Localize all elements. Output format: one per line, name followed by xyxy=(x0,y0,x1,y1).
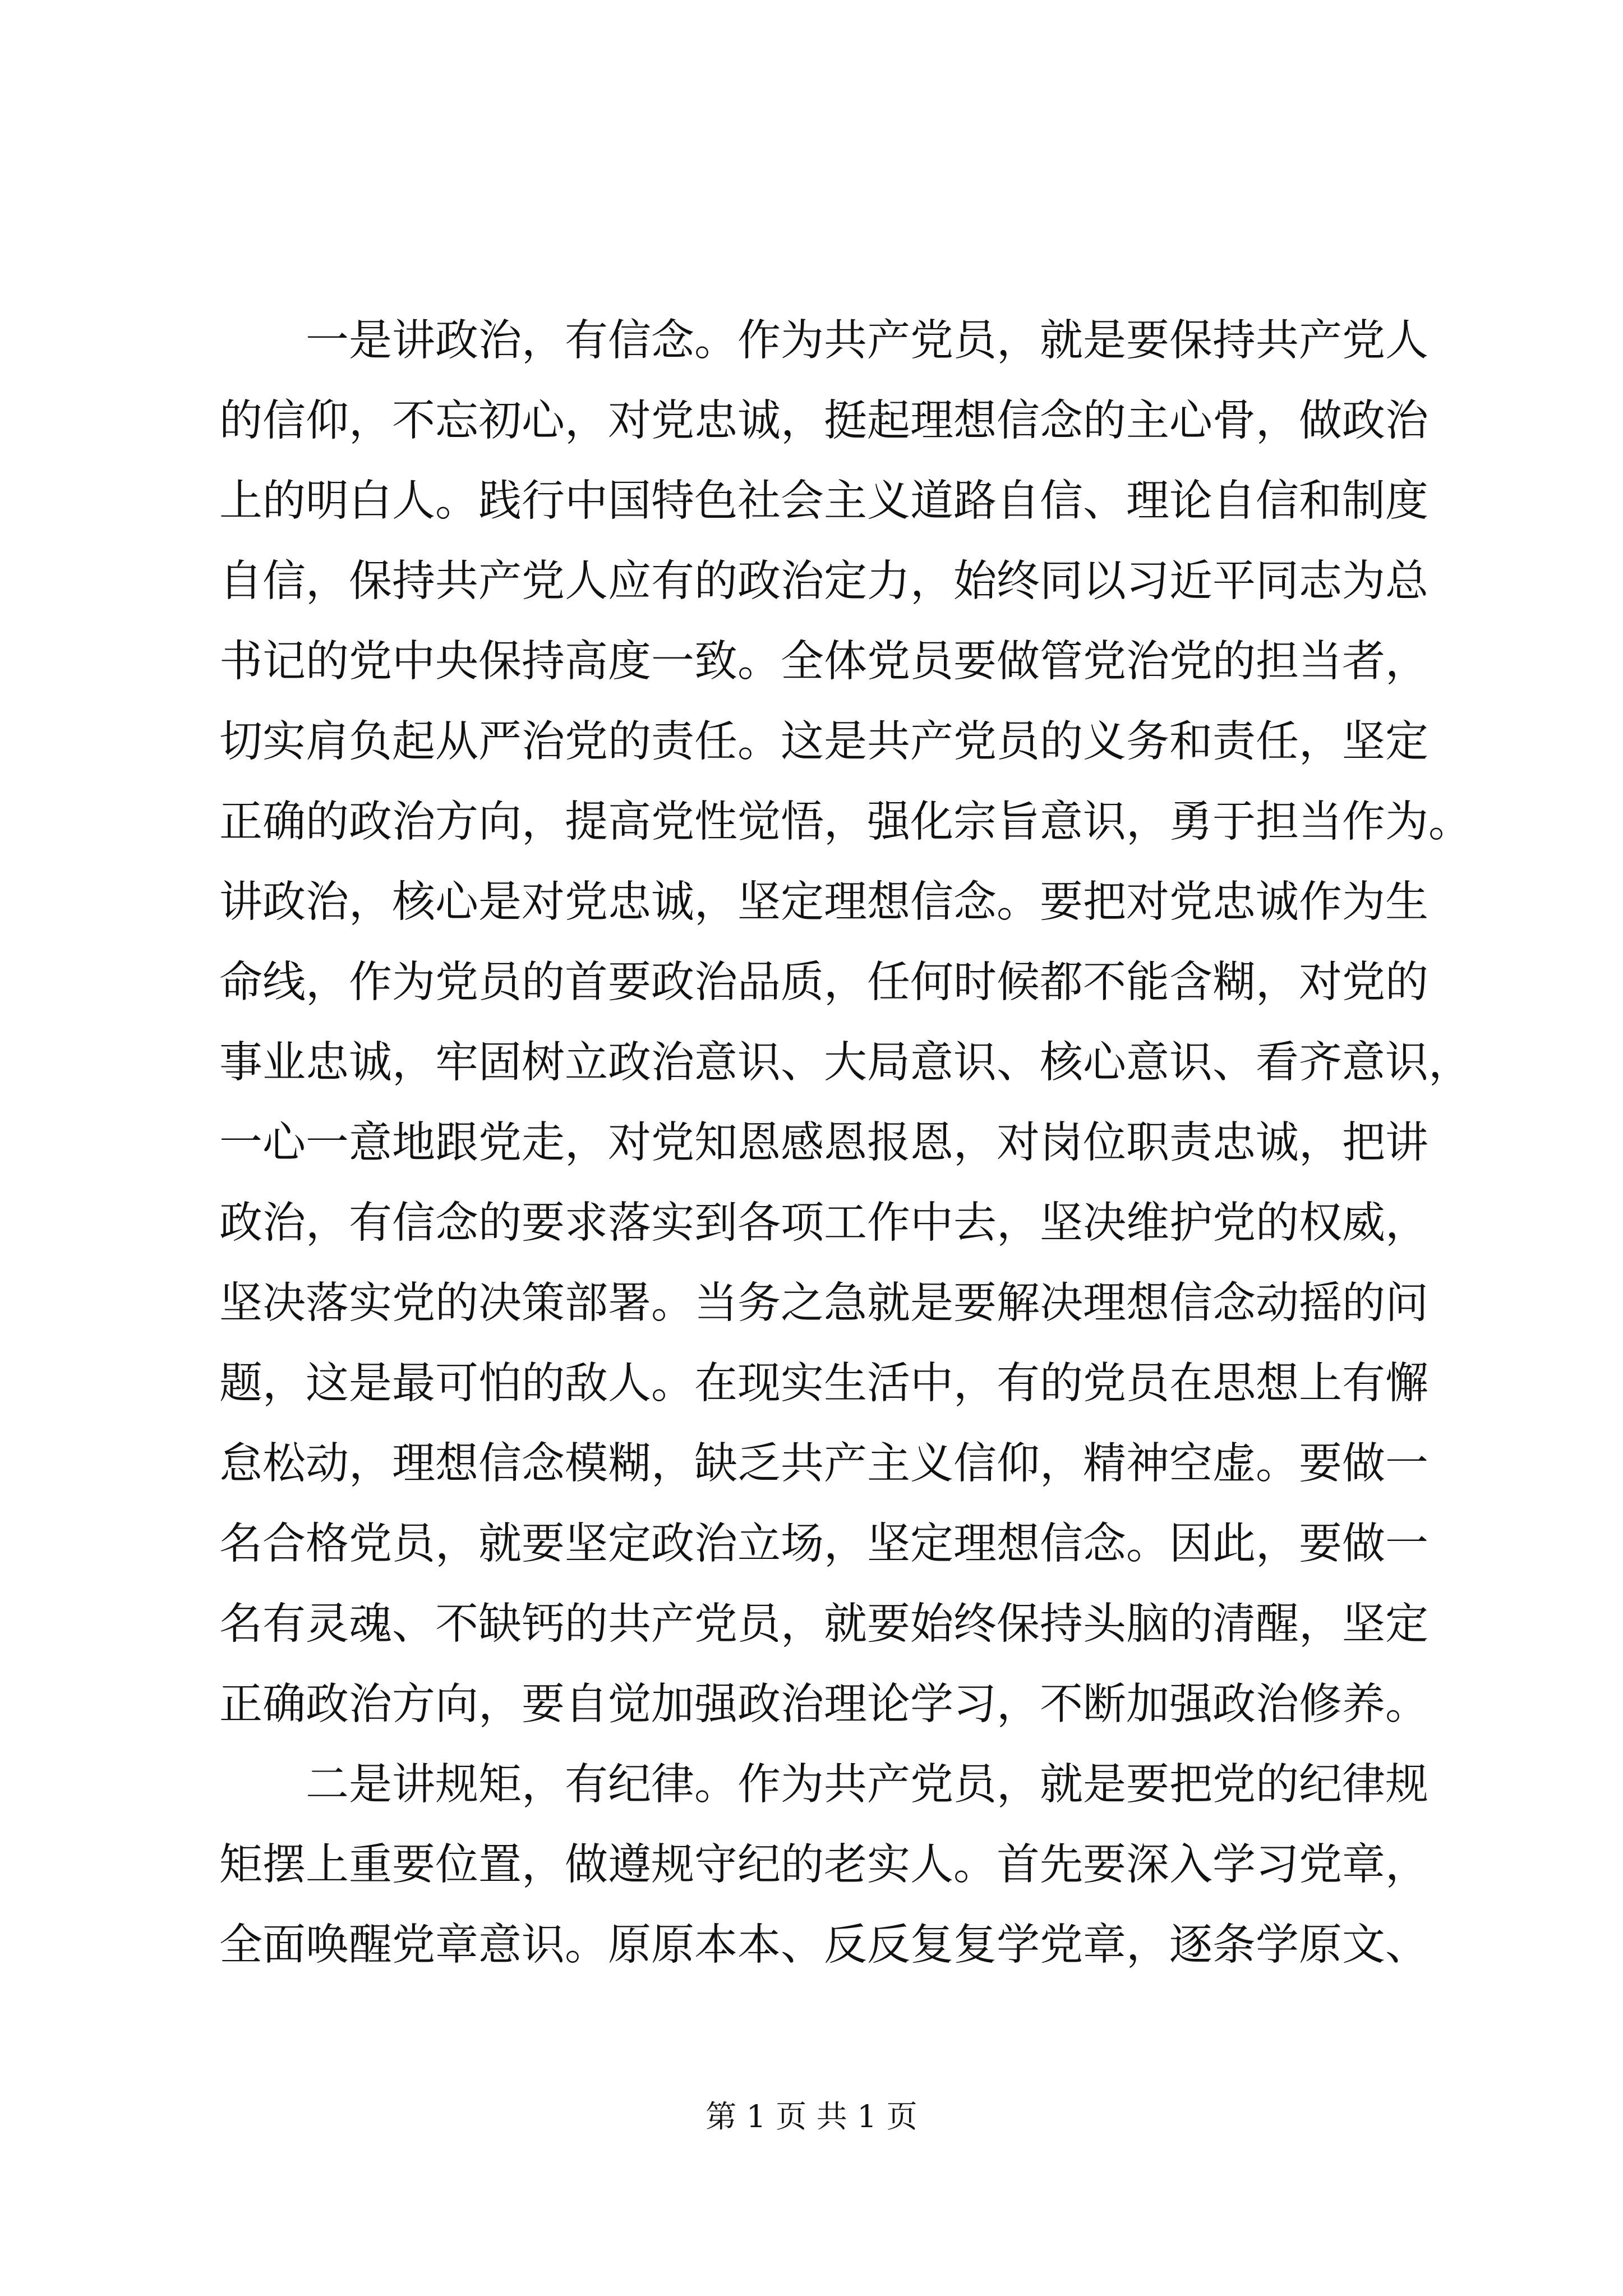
text-line: 政治，有信念的要求落实到各项工作中去，坚决维护党的权威， xyxy=(219,1198,1428,1248)
text-line: 怠松动，理想信念模糊，缺乏共产主义信仰，精神空虚。要做一 xyxy=(219,1439,1428,1489)
text-line: 切实肩负起从严治党的责任。这是共产党员的义务和责任，坚定 xyxy=(219,717,1428,767)
text-line: 一是讲政治，有信念。作为共产党员，就是要保持共产党人 xyxy=(219,316,1428,366)
text-line: 自信，保持共产党人应有的政治定力，始终同以习近平同志为总 xyxy=(219,556,1428,606)
text-line: 名合格党员，就要坚定政治立场，坚定理想信念。因此，要做一 xyxy=(219,1519,1428,1569)
text-line: 全面唤醒党章意识。原原本本、反反复复学党章，逐条学原文、 xyxy=(219,1920,1428,1970)
text-line: 事业忠诚，牢固树立政治意识、大局意识、核心意识、看齐意识， xyxy=(219,1038,1472,1088)
text-line: 正确的政治方向，提高党性觉悟，强化宗旨意识，勇于担当作为。 xyxy=(219,797,1472,847)
text-line: 矩摆上重要位置，做遵规守纪的老实人。首先要深入学习党章， xyxy=(219,1840,1428,1890)
text-line: 讲政治，核心是对党忠诚，坚定理想信念。要把对党忠诚作为生 xyxy=(219,877,1428,927)
text-line: 上的明白人。践行中国特色社会主义道路自信、理论自信和制度 xyxy=(219,476,1428,526)
text-line: 的信仰，不忘初心，对党忠诚，挺起理想信念的主心骨，做政治 xyxy=(219,396,1428,446)
text-line: 命线，作为党员的首要政治品质，任何时候都不能含糊，对党的 xyxy=(219,958,1428,1007)
text-line: 正确政治方向，要自觉加强政治理论学习，不断加强政治修养。 xyxy=(219,1680,1428,1729)
body-text xyxy=(219,301,1472,1985)
text-line: 题，这是最可怕的敌人。在现实生活中，有的党员在思想上有懈 xyxy=(219,1359,1428,1409)
text-line: 坚决落实党的决策部署。当务之急就是要解决理想信念动摇的问 xyxy=(219,1278,1428,1328)
text-line: 名有灵魂、不缺钙的共产党员，就要始终保持头脑的清醒，坚定 xyxy=(219,1599,1428,1649)
text-line: 书记的党中央保持高度一致。全体党员要做管党治党的担当者， xyxy=(219,637,1428,687)
page-footer: 第 1 页 共 1 页 xyxy=(706,2099,917,2134)
text-line: 一心一意地跟党走，对党知恩感恩报恩，对岗位职责忠诚，把讲 xyxy=(219,1118,1428,1168)
text-line: 二是讲规矩，有纪律。作为共产党员，就是要把党的纪律规 xyxy=(219,1760,1428,1810)
